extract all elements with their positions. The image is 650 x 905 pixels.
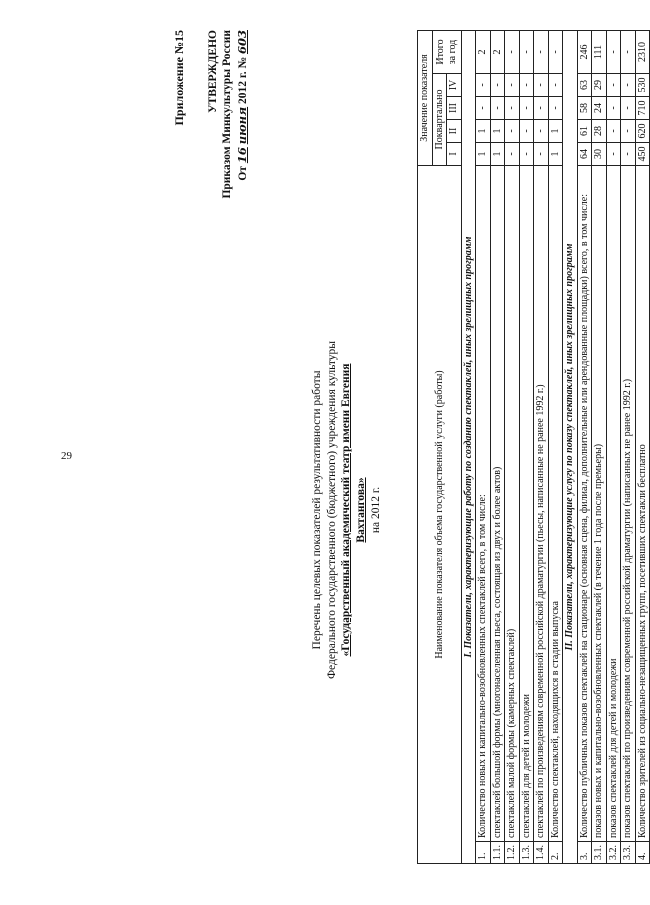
quarter-value: - — [606, 120, 621, 143]
quarter-value: - — [534, 97, 549, 120]
row-number: 2. — [548, 842, 563, 864]
quarter-value: 28 — [592, 120, 607, 143]
title-line-theatre: «Государственный академический театр имени Евгения Вахтангова» — [340, 363, 368, 657]
header-value-group: Значение показателя — [418, 31, 433, 166]
quarter-value: 63 — [577, 74, 592, 97]
table-row — [577, 31, 592, 864]
quarter-value: - — [534, 74, 549, 97]
quarter-value: 24 — [592, 97, 607, 120]
table-row — [476, 31, 491, 864]
row-number: 3.1. — [592, 842, 607, 864]
quarter-value: - — [519, 143, 534, 166]
table-row — [635, 31, 650, 864]
quarter-value: - — [621, 120, 636, 143]
header-quarter: IV — [447, 74, 462, 97]
row-number: 1.3. — [519, 842, 534, 864]
quarter-value: - — [548, 97, 563, 120]
quarter-value: - — [621, 143, 636, 166]
row-number: 1.1. — [490, 842, 505, 864]
header-quarter: III — [447, 97, 462, 120]
title-line: Федерального государственного (бюджетного) учреждения культуры — [325, 340, 338, 680]
title-line: Перечень целевых показателей результативности работы — [311, 370, 323, 650]
table-row — [548, 31, 563, 864]
quarter-value: - — [548, 74, 563, 97]
quarter-value: - — [490, 74, 505, 97]
quarter-value: - — [606, 97, 621, 120]
total-value: - — [519, 31, 534, 74]
quarter-value: - — [505, 143, 520, 166]
handwritten-day: 16 — [234, 147, 249, 164]
handwritten-order-number: 603 — [234, 30, 249, 55]
total-value: 2310 — [635, 31, 650, 74]
total-value: 111 — [592, 31, 607, 74]
header-name-column: Наименование показателя объема государственной услуги (работы) — [418, 166, 462, 864]
quarter-value: 29 — [592, 74, 607, 97]
approved-label: УТВЕРЖДЕНО — [207, 30, 219, 113]
quarter-value: 1 — [548, 143, 563, 166]
row-number: 1.2. — [505, 842, 520, 864]
quarter-value: - — [621, 97, 636, 120]
row-number: 3. — [577, 842, 592, 864]
table-row — [505, 31, 520, 864]
quarter-value: 1 — [476, 120, 491, 143]
header-total: Итого за год — [432, 31, 461, 74]
order-label: Приказом Минкультуры России — [221, 30, 234, 199]
header-quarter: II — [447, 120, 462, 143]
quarter-value: 1 — [548, 120, 563, 143]
quarter-value: - — [621, 74, 636, 97]
quarter-value: 64 — [577, 143, 592, 166]
year-text: 2012 г. № — [236, 56, 249, 104]
row-number: 3.3. — [621, 842, 636, 864]
section-header-row — [461, 31, 476, 864]
row-number: 4. — [635, 842, 650, 864]
quarter-value: 1 — [476, 143, 491, 166]
quarter-value: 58 — [577, 97, 592, 120]
total-value: - — [606, 31, 621, 74]
row-name: показов новых и капитально-возобновленных спектаклей (в течение 1 года после премьеры) — [592, 166, 607, 842]
section-title: II. Показатели, характеризующие услугу по показу спектаклей, иных зрелищных программ — [563, 31, 578, 864]
table-body — [461, 31, 650, 864]
page-number: 29 — [61, 450, 72, 462]
total-value: 2 — [490, 31, 505, 74]
row-name: Количество новых и капитально-возобновленных спектаклей всего, в том числе: — [476, 166, 491, 842]
quarter-value: - — [519, 97, 534, 120]
total-value: 2 — [476, 31, 491, 74]
quarter-value: 1 — [490, 120, 505, 143]
total-value: - — [548, 31, 563, 74]
header-quarterly: Поквартально — [432, 74, 447, 166]
table-row — [606, 31, 621, 864]
row-name: спектаклей по произведениям современной российской драматургии (пьесы, написанные не ранее 1992 г.) — [534, 166, 549, 842]
row-name: показов спектаклей по произведениям современной российской драматургии (написанных не ранее 1992 г.) — [621, 166, 636, 842]
appendix-label: Приложение №15 — [172, 30, 186, 126]
quarter-value: - — [505, 97, 520, 120]
quarter-value: - — [476, 74, 491, 97]
approval-block — [206, 30, 250, 199]
total-value: 246 — [577, 31, 592, 74]
total-value: - — [534, 31, 549, 74]
row-name: спектаклей малой формы (камерных спектаклей) — [505, 166, 520, 842]
total-value: - — [505, 31, 520, 74]
row-number: 1. — [476, 842, 491, 864]
section-title: I. Показатели, характеризующие работу по созданию спектаклей, иных зрелищных программ — [461, 31, 476, 864]
row-name: спектаклей для детей и молодежи — [519, 166, 534, 842]
quarter-value: 620 — [635, 120, 650, 143]
quarter-value: 450 — [635, 143, 650, 166]
quarter-value: - — [519, 120, 534, 143]
handwritten-month: июня — [234, 106, 249, 145]
section-header-row — [563, 31, 578, 864]
date-prefix: От — [236, 166, 249, 181]
quarter-value: - — [490, 97, 505, 120]
row-name: спектаклей большой формы (многонаселенная пьеса, состоящая из двух и более актов) — [490, 166, 505, 842]
quarter-value: 30 — [592, 143, 607, 166]
quarter-value: - — [534, 143, 549, 166]
row-name: показов спектаклей для детей и молодежи — [606, 166, 621, 842]
quarter-value: - — [606, 74, 621, 97]
indicators-table-wrap — [417, 30, 650, 864]
quarter-value: 1 — [490, 143, 505, 166]
table-row — [534, 31, 549, 864]
row-number: 3.2. — [606, 842, 621, 864]
table-row — [519, 31, 534, 864]
title-line-year: на 2012 г. — [369, 486, 382, 534]
document-title — [310, 340, 384, 680]
table-row — [490, 31, 505, 864]
document-sheet — [170, 20, 648, 870]
row-name: Количество зрителей из социально-незащищенных групп, посетивших спектакли бесплатно — [635, 166, 650, 842]
quarter-value: 61 — [577, 120, 592, 143]
quarter-value: - — [476, 97, 491, 120]
row-number: 1.4. — [534, 842, 549, 864]
quarter-value: - — [505, 120, 520, 143]
quarter-value: - — [534, 120, 549, 143]
table-row — [592, 31, 607, 864]
quarter-value: - — [519, 74, 534, 97]
row-name: Количество публичных показов спектаклей на стационаре (основная сцена, филиал, дополнительные или арендованные площадки) всего, в том числе: — [577, 166, 592, 842]
row-name: Количество спектаклей, находящихся в стадии выпуска — [548, 166, 563, 842]
total-value: - — [621, 31, 636, 74]
indicators-table — [417, 30, 650, 864]
quarter-value: - — [606, 143, 621, 166]
quarter-value: 710 — [635, 97, 650, 120]
quarter-value: 530 — [635, 74, 650, 97]
header-quarter: I — [447, 143, 462, 166]
table-row — [621, 31, 636, 864]
quarter-value: - — [505, 74, 520, 97]
order-date-line — [235, 30, 250, 199]
